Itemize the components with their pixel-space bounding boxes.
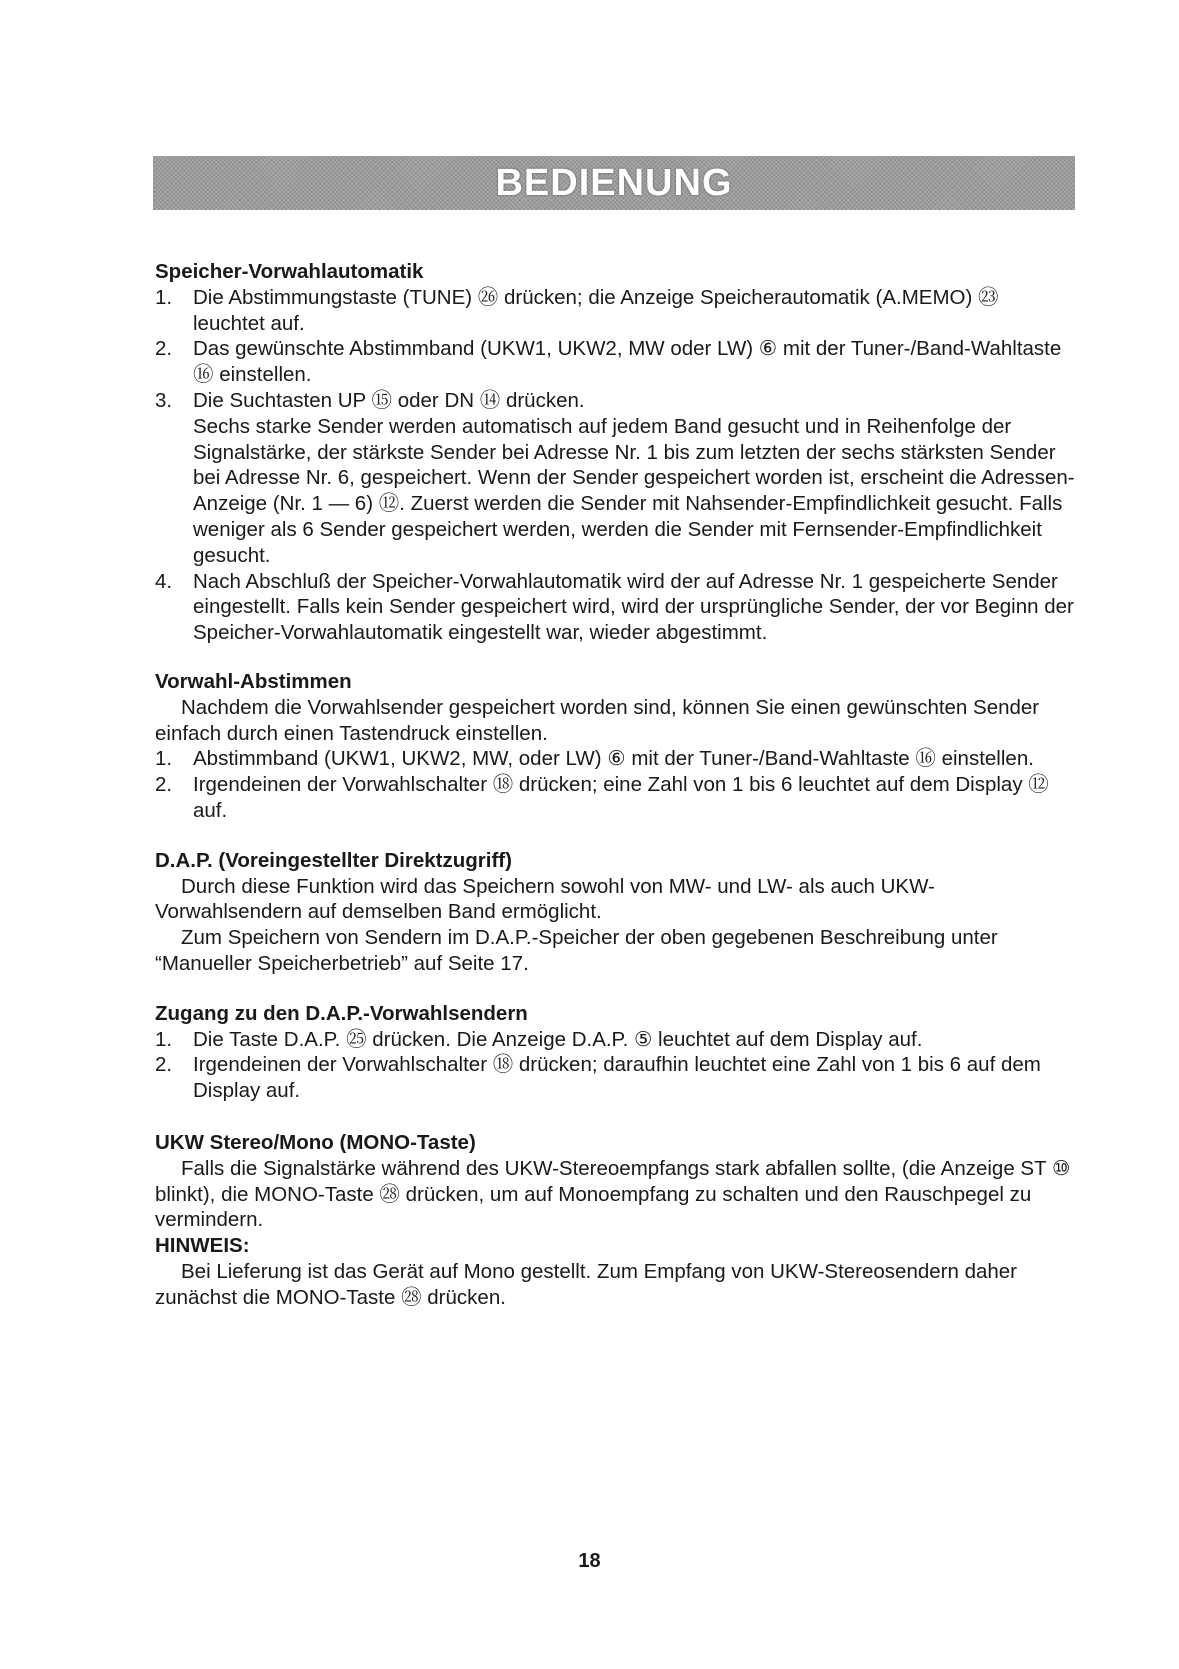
section-vorwahl-abstimmen xyxy=(155,669,1075,824)
note-heading: HINWEIS: xyxy=(155,1234,250,1258)
page-content xyxy=(155,259,1075,1310)
item-number: 2. xyxy=(155,773,173,797)
paragraph: Durch diese Funktion wird das Speichern sowohl von MW- und LW- als auch UKW-Vorwahlsendern auf demselben Band ermöglicht. xyxy=(155,874,935,924)
item-number: 3. xyxy=(155,388,173,412)
page-banner xyxy=(153,156,1075,210)
item-text: Irgendeinen der Vorwahlschalter ⑱ drücken; daraufhin leuchtet eine Zahl von 1 bis 6 auf dem Display auf. xyxy=(193,1053,1041,1103)
section-dap xyxy=(155,848,1075,977)
list-item xyxy=(155,1027,1075,1053)
item-text: Nach Abschluß der Speicher-Vorwahlautomatik wird der auf Adresse Nr. 1 gespeicherte Sender eingestellt. Falls kein Sender gespeichert wird, wird der ursprüngliche Sender, der vor Beginn der Speicher-Vorwahlautomatik eingestellt war, wieder abgestimmt. xyxy=(193,569,1074,645)
list-item xyxy=(155,746,1075,772)
item-text: Die Taste D.A.P. ㉕ drücken. Die Anzeige D.A.P. ⑤ leuchtet auf dem Display auf. xyxy=(193,1027,923,1051)
section-heading: Zugang zu den D.A.P.-Vorwahlsendern xyxy=(155,1001,528,1025)
list-item xyxy=(155,285,1075,337)
item-number: 1. xyxy=(155,747,173,771)
list-item xyxy=(155,569,1075,646)
item-number: 1. xyxy=(155,1027,173,1051)
paragraph: Zum Speichern von Sendern im D.A.P.-Speicher der oben gegebenen Beschreibung unter “Manueller Speicherbetrieb” auf Seite 17. xyxy=(155,926,998,975)
item-number: 1. xyxy=(155,285,173,309)
page-number: 18 xyxy=(578,1550,601,1572)
section-heading: UKW Stereo/Mono (MONO-Taste) xyxy=(155,1130,476,1154)
section-heading: Vorwahl-Abstimmen xyxy=(155,669,352,693)
list-item xyxy=(155,1052,1075,1104)
section-heading: Speicher-Vorwahlautomatik xyxy=(155,260,424,283)
item-number: 2. xyxy=(155,1053,173,1077)
note-text: Bei Lieferung ist das Gerät auf Mono gestellt. Zum Empfang von UKW-Stereosendern daher zunächst die MONO-Taste ㉘ drücken. xyxy=(155,1259,1018,1309)
item-text: Irgendeinen der Vorwahlschalter ⑱ drücken; eine Zahl von 1 bis 6 leuchtet auf dem Display ⑫ auf. xyxy=(193,773,1049,822)
item-text: Die Suchtasten UP ⑮ oder DN ⑭ drücken. xyxy=(193,388,585,412)
section-ukw-stereo-mono xyxy=(155,1130,1075,1311)
paragraph: Falls die Signalstärke während des UKW-Stereoempfangs stark abfallen sollte, (die Anzeige ST ⑩ blinkt), die MONO-Taste ㉘ drücken, um auf Monoempfang zu schalten und den Rauschpegel zu vermindern. xyxy=(155,1156,1071,1232)
item-text: Abstimmband (UKW1, UKW2, MW, oder LW) ⑥ mit der Tuner-/Band-Wahltaste ⑯ einstellen. xyxy=(193,747,1034,771)
page-title: BEDIENUNG xyxy=(495,161,733,204)
item-detail: Sechs starke Sender werden automatisch auf jedem Band gesucht und in Reihenfolge der Signalstärke, der stärkste Sender bei Adresse Nr. 1 bis zum letzten der sechs stärksten Sender bei Adresse Nr. 6, gespeichert. Wenn der Sender gespeichert worden ist, erscheint die Adressen-Anzeige (Nr. 1 — 6) ⑫. Zuerst werden die Sender mit Nahsender-Empfindlichkeit gesucht. Falls weniger als 6 Sender gespeichert werden, werden die Sender mit Fernsender-Empfindlichkeit gesucht. xyxy=(193,414,1075,567)
section-intro: Nachdem die Vorwahlsender gespeichert worden sind, können Sie einen gewünschten Sender einfach durch einen Tastendruck einstellen. xyxy=(155,695,1040,745)
list-item xyxy=(155,772,1075,824)
item-text: Die Abstimmungstaste (TUNE) ㉖ drücken; die Anzeige Speicherautomatik (A.MEMO) ㉓ leuchtet auf. xyxy=(193,285,999,335)
item-number: 4. xyxy=(155,569,173,593)
list-item xyxy=(155,336,1075,388)
list-item xyxy=(155,388,1075,414)
section-heading: D.A.P. (Voreingestellter Direktzugriff) xyxy=(155,848,512,872)
item-text: Das gewünschte Abstimmband (UKW1, UKW2, MW oder LW) ⑥ mit der Tuner-/Band-Wahltaste ⑯ einstellen. xyxy=(193,337,1062,387)
item-number: 2. xyxy=(155,337,173,361)
section-dap-access xyxy=(155,1001,1075,1104)
section-speicher-vorwahlautomatik xyxy=(155,259,1075,646)
